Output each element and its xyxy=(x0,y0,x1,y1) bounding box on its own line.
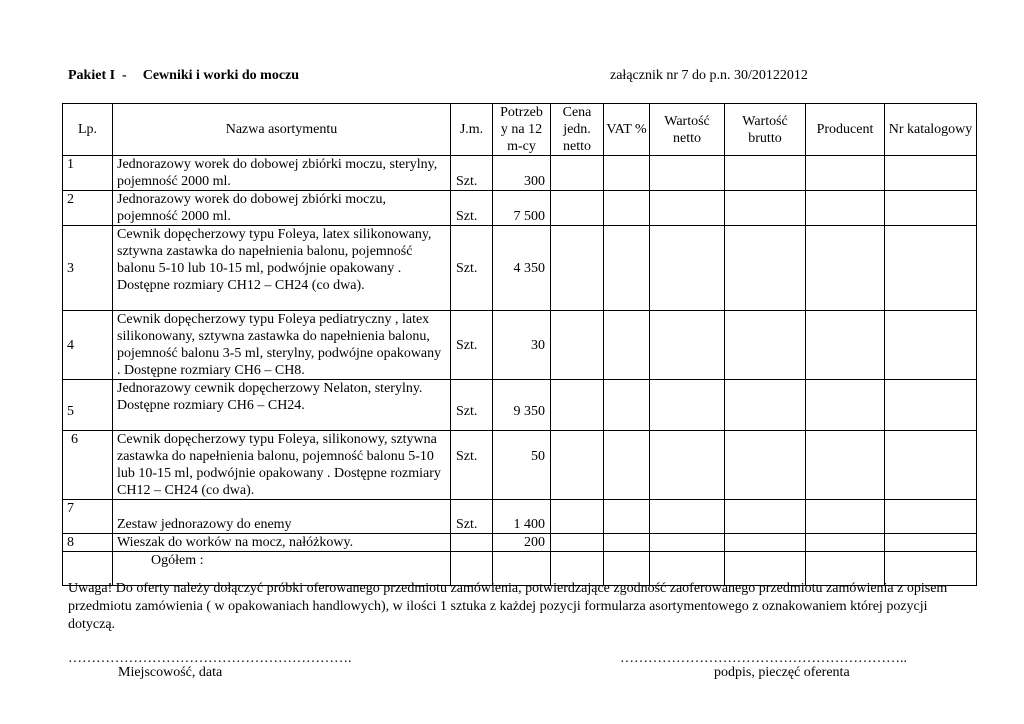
table-row xyxy=(63,534,977,552)
row-unit: Szt. xyxy=(451,500,493,534)
total-label: Ogółem : xyxy=(113,552,451,586)
col-header-price: Cena jedn. netto xyxy=(551,104,604,156)
row-lp: 7 xyxy=(63,500,113,534)
gross-value-cell[interactable] xyxy=(725,431,806,500)
catalog-no-cell[interactable] xyxy=(885,431,977,500)
row-lp: 5 xyxy=(63,380,113,431)
table-row xyxy=(63,431,977,500)
price-cell[interactable] xyxy=(551,500,604,534)
package-label: Pakiet I - xyxy=(68,68,127,83)
net-value-cell[interactable] xyxy=(650,500,725,534)
producer-cell[interactable] xyxy=(806,431,885,500)
col-header-gross-value: Wartość brutto xyxy=(725,104,806,156)
document-header xyxy=(68,68,299,84)
producer-cell[interactable] xyxy=(806,191,885,226)
row-qty: 7 500 xyxy=(493,191,551,226)
row-qty: 1 400 xyxy=(493,500,551,534)
row-qty: 200 xyxy=(493,534,551,552)
row-qty: 300 xyxy=(493,156,551,191)
net-value-cell[interactable] xyxy=(650,156,725,191)
col-header-lp: Lp. xyxy=(63,104,113,156)
row-name: Cewnik dopęcherzowy typu Foleya, silikonowy, sztywna zastawka do napełnienia balonu, pojemność balonu 5-10 lub 10-15 ml, podwójnie opakowany . Dostępne rozmiary CH12 – CH24 (co dwa). xyxy=(113,431,451,500)
row-name: Jednorazowy cewnik dopęcherzowy Nelaton, sterylny. Dostępne rozmiary CH6 – CH24. xyxy=(113,380,451,431)
catalog-no-cell[interactable] xyxy=(885,500,977,534)
price-cell[interactable] xyxy=(551,431,604,500)
row-name: Zestaw jednorazowy do enemy xyxy=(113,500,451,534)
gross-value-cell[interactable] xyxy=(725,534,806,552)
vat-cell[interactable] xyxy=(604,500,650,534)
row-name: Jednorazowy worek do dobowej zbiórki moczu, pojemność 2000 ml. xyxy=(113,191,451,226)
producer-cell[interactable] xyxy=(806,500,885,534)
row-name: Cewnik dopęcherzowy typu Foleya, latex silikonowany, sztywna zastawka do napełnienia balonu, pojemność balonu 5-10 lub 10-15 ml, podwójnie opakowany . Dostępne rozmiary CH12 – CH24 (co dwa). xyxy=(113,226,451,311)
price-cell[interactable] xyxy=(551,156,604,191)
vat-cell[interactable] xyxy=(604,534,650,552)
net-value-cell[interactable] xyxy=(650,191,725,226)
col-header-name: Nazwa asortymentu xyxy=(113,104,451,156)
table-row xyxy=(63,156,977,191)
signature-dotted-line[interactable]: …………………………………………………….. xyxy=(620,651,907,666)
gross-value-cell[interactable] xyxy=(725,311,806,380)
row-name: Wieszak do worków na mocz, nałóżkowy. xyxy=(113,534,451,552)
row-unit: Szt. xyxy=(451,191,493,226)
row-lp: 4 xyxy=(63,311,113,380)
row-name: Jednorazowy worek do dobowej zbiórki moczu, sterylny, pojemność 2000 ml. xyxy=(113,156,451,191)
catalog-no-cell[interactable] xyxy=(885,226,977,311)
net-value-cell[interactable] xyxy=(650,380,725,431)
signature-label: podpis, pieczęć oferenta xyxy=(714,665,850,680)
col-header-producer: Producent xyxy=(806,104,885,156)
attachment-label: załącznik nr 7 do p.n. 30/20122012 xyxy=(610,68,808,83)
table-row xyxy=(63,226,977,311)
row-qty: 9 350 xyxy=(493,380,551,431)
row-unit: Szt. xyxy=(451,156,493,191)
catalog-no-cell[interactable] xyxy=(885,311,977,380)
col-header-vat: VAT % xyxy=(604,104,650,156)
catalog-no-cell[interactable] xyxy=(885,156,977,191)
producer-cell[interactable] xyxy=(806,156,885,191)
table-header-row xyxy=(63,104,977,156)
price-cell[interactable] xyxy=(551,191,604,226)
col-header-catalog-no: Nr katalogowy xyxy=(885,104,977,156)
place-date-label: Miejscowość, data xyxy=(118,665,223,680)
vat-cell[interactable] xyxy=(604,431,650,500)
row-lp: 2 xyxy=(63,191,113,226)
col-header-net-value: Wartość netto xyxy=(650,104,725,156)
gross-value-cell[interactable] xyxy=(725,156,806,191)
row-name: Cewnik dopęcherzowy typu Foleya pediatryczny , latex silikonowany, sztywna zastawka do napełnienia balonu, pojemność balonu 3-5 ml, sterylny, podwójne opakowany . Dostępne rozmiary CH6 – CH8. xyxy=(113,311,451,380)
producer-cell[interactable] xyxy=(806,534,885,552)
price-cell[interactable] xyxy=(551,380,604,431)
catalog-no-cell[interactable] xyxy=(885,191,977,226)
row-qty: 50 xyxy=(493,431,551,500)
gross-value-cell[interactable] xyxy=(725,226,806,311)
row-lp: 8 xyxy=(63,534,113,552)
producer-cell[interactable] xyxy=(806,311,885,380)
place-date-dotted-line[interactable]: ……………………………………………………. xyxy=(68,651,352,666)
price-cell[interactable] xyxy=(551,226,604,311)
row-unit: Szt. xyxy=(451,311,493,380)
row-unit: Szt. xyxy=(451,226,493,311)
net-value-cell[interactable] xyxy=(650,534,725,552)
table-row xyxy=(63,311,977,380)
assortment-table xyxy=(62,103,977,586)
vat-cell[interactable] xyxy=(604,156,650,191)
row-unit: Szt. xyxy=(451,431,493,500)
table-row xyxy=(63,191,977,226)
table-row xyxy=(63,380,977,431)
gross-value-cell[interactable] xyxy=(725,380,806,431)
price-cell[interactable] xyxy=(551,534,604,552)
producer-cell[interactable] xyxy=(806,226,885,311)
row-qty: 4 350 xyxy=(493,226,551,311)
row-qty: 30 xyxy=(493,311,551,380)
col-header-qty: Potrzeb y na 12 m-cy xyxy=(493,104,551,156)
catalog-no-cell[interactable] xyxy=(885,380,977,431)
net-value-cell[interactable] xyxy=(650,311,725,380)
document-title: Cewniki i worki do moczu xyxy=(142,68,300,83)
row-unit xyxy=(451,534,493,552)
row-lp: 1 xyxy=(63,156,113,191)
gross-value-cell[interactable] xyxy=(725,191,806,226)
catalog-no-cell[interactable] xyxy=(885,534,977,552)
row-unit: Szt. xyxy=(451,380,493,431)
note-text: Uwaga! Do oferty należy dołączyć próbki oferowanego przedmiotu zamówienia, potwierdzające zgodność zaoferowanego przedmiotu zamówienia z opisem przedmiotu zamówienia ( w opakowaniach handlowych), w ilości 1 sztuka z każdej pozycji formularza asortymentowego z oznakowaniem której pozycji dotyczą. xyxy=(68,581,948,632)
vat-cell[interactable] xyxy=(604,191,650,226)
price-cell[interactable] xyxy=(551,311,604,380)
table-row xyxy=(63,500,977,534)
col-header-unit: J.m. xyxy=(451,104,493,156)
gross-value-cell[interactable] xyxy=(725,500,806,534)
net-value-cell[interactable] xyxy=(650,431,725,500)
vat-cell[interactable] xyxy=(604,380,650,431)
vat-cell[interactable] xyxy=(604,311,650,380)
row-lp: 6 xyxy=(63,431,113,500)
row-lp: 3 xyxy=(63,226,113,311)
vat-cell[interactable] xyxy=(604,226,650,311)
net-value-cell[interactable] xyxy=(650,226,725,311)
producer-cell[interactable] xyxy=(806,380,885,431)
